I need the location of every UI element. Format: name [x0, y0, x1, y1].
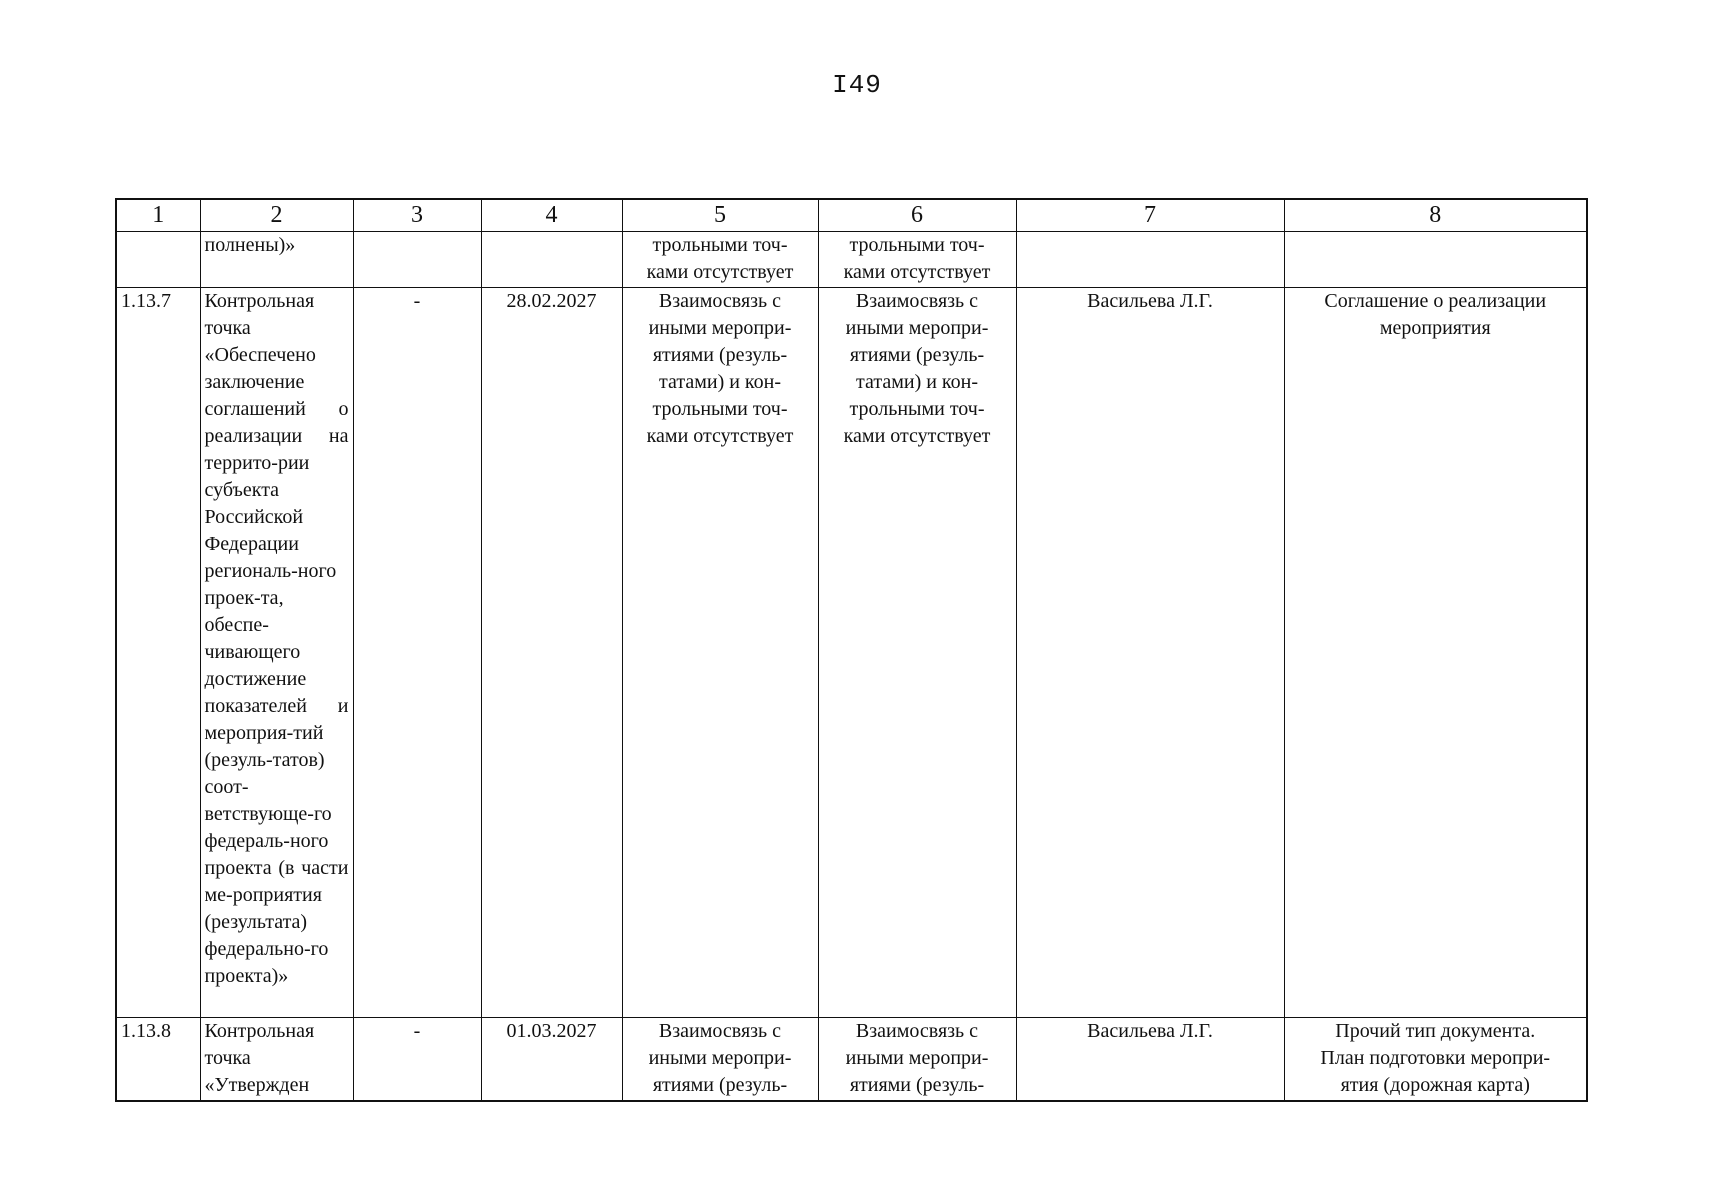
row-document — [1284, 231, 1587, 287]
column-header-5: 5 — [622, 199, 818, 231]
column-header-3: 3 — [353, 199, 481, 231]
column-header-7: 7 — [1016, 199, 1284, 231]
row-date — [481, 231, 622, 287]
row-relation-6: Взаимосвязь с иными меропри- ятиями (резуль- — [818, 1017, 1016, 1101]
row-col3: - — [353, 287, 481, 1017]
table-row — [116, 287, 1587, 1017]
row-description: полнены)» — [200, 231, 353, 287]
document-table — [115, 198, 1588, 1102]
column-header-1: 1 — [116, 199, 200, 231]
page-number: I49 — [832, 70, 882, 100]
row-number: 1.13.8 — [116, 1017, 200, 1101]
row-responsible: Васильева Л.Г. — [1016, 287, 1284, 1017]
column-header-4: 4 — [481, 199, 622, 231]
row-description: Контрольная точка «Обеспечено заключение соглашений о реализации на террито-рии субъекта Российской Федерации региональ-ного проек-та, обеспе-чивающего достижение показателей и мероприя-тий (резуль-татов) соот-ветствующе-го федераль-ного проекта (в части ме-роприятия (результата) федерально-го проекта)» — [200, 287, 353, 1017]
row-relation-5: Взаимосвязь с иными меропри- ятиями (резуль- — [622, 1017, 818, 1101]
table-row — [116, 1017, 1587, 1101]
table-header-row — [116, 199, 1587, 231]
column-header-6: 6 — [818, 199, 1016, 231]
row-description: Контрольная точка «Утвержден — [200, 1017, 353, 1101]
row-relation-6: Взаимосвязь с иными меропри- ятиями (резуль- татами) и кон- трольными точ- ками отсутствует — [818, 287, 1016, 1017]
row-responsible — [1016, 231, 1284, 287]
row-responsible: Васильева Л.Г. — [1016, 1017, 1284, 1101]
row-document: Соглашение о реализации мероприятия — [1284, 287, 1587, 1017]
row-relation-5: Взаимосвязь с иными меропри- ятиями (резуль- татами) и кон- трольными точ- ками отсутствует — [622, 287, 818, 1017]
row-date: 28.02.2027 — [481, 287, 622, 1017]
row-relation-6: трольными точ- ками отсутствует — [818, 231, 1016, 287]
column-header-8: 8 — [1284, 199, 1587, 231]
row-number — [116, 231, 200, 287]
column-header-2: 2 — [200, 199, 353, 231]
row-col3 — [353, 231, 481, 287]
row-relation-5: трольными точ- ками отсутствует — [622, 231, 818, 287]
row-document: Прочий тип документа. План подготовки меропри- ятия (дорожная карта) — [1284, 1017, 1587, 1101]
table-row — [116, 231, 1587, 287]
row-date: 01.03.2027 — [481, 1017, 622, 1101]
row-number: 1.13.7 — [116, 287, 200, 1017]
row-col3: - — [353, 1017, 481, 1101]
